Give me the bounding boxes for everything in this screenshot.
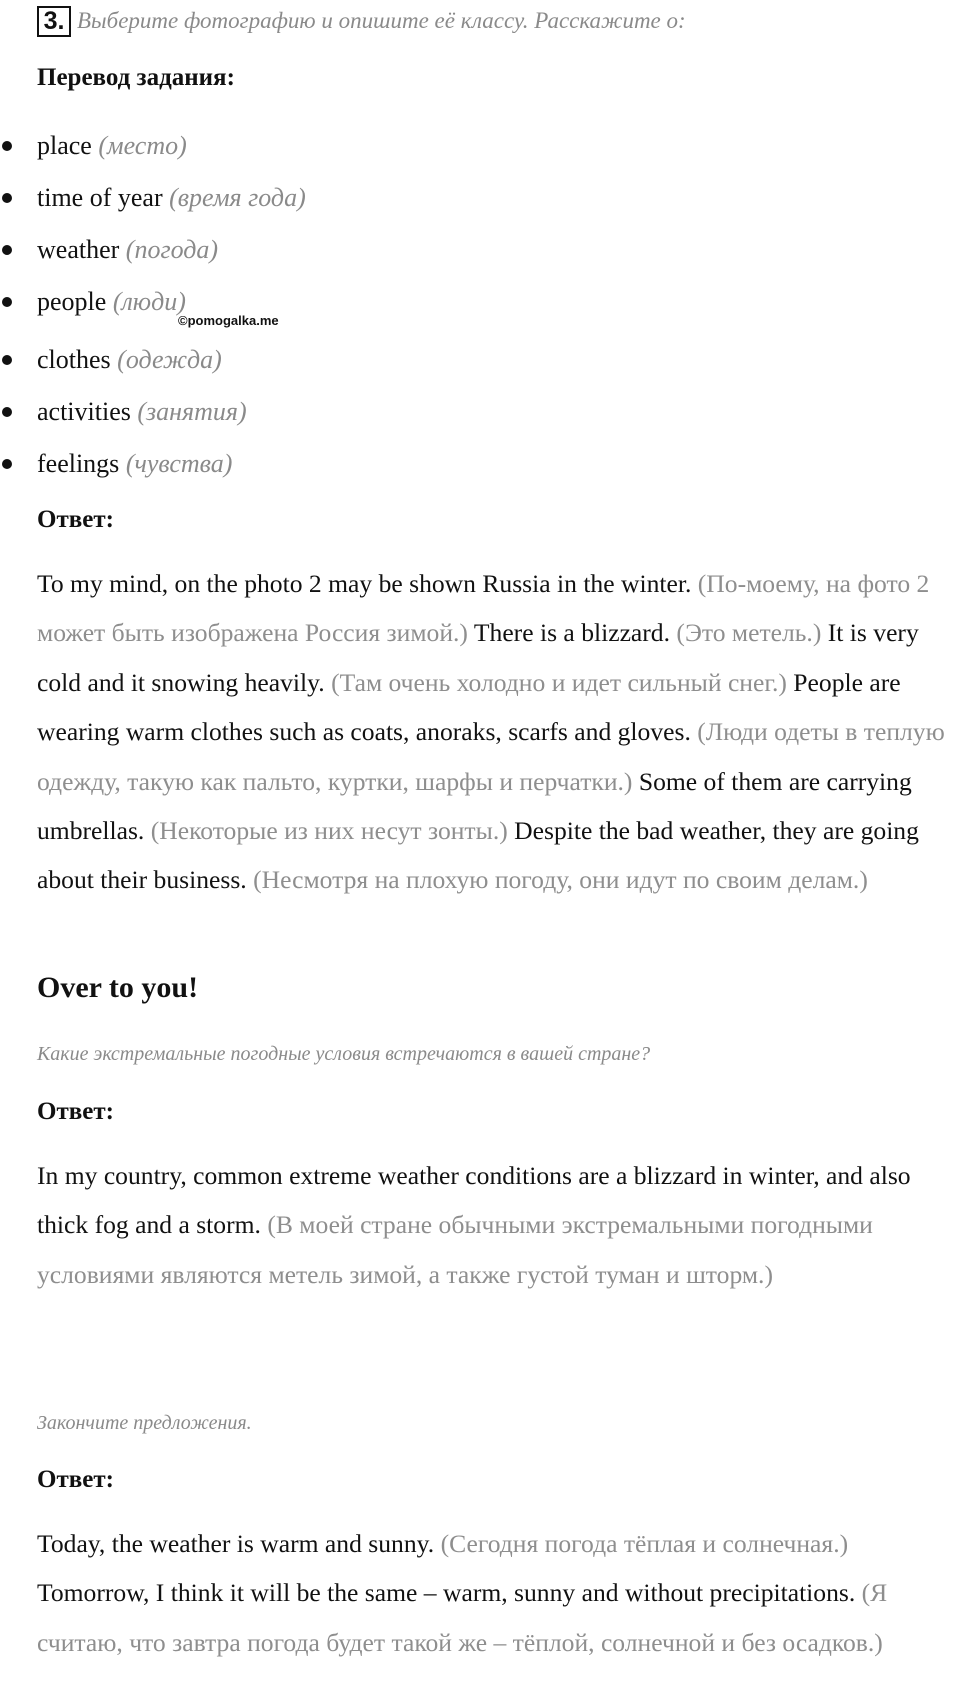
sentence-en: People are wearing warm clothes such as coats, anoraks, scarfs and gloves.: [37, 667, 901, 747]
topic-en: time of year: [37, 183, 163, 212]
sentence-ru: (В моей стране обычными экстремальными погодными условиями являются метель зимой, а также густой туман и шторм.): [37, 1210, 873, 1289]
section-title: Over to you!: [37, 971, 199, 1004]
answer-label: Ответ:: [37, 1466, 114, 1493]
list-item: [0, 386, 306, 438]
task-header: [37, 4, 686, 38]
sentence-en: Today, the weather is warm and sunny.: [37, 1529, 435, 1558]
topic-ru: (занятия): [137, 397, 247, 426]
sentence-en: There is a blizzard.: [473, 618, 671, 648]
sentence-ru: (Люди одеты в теплую одежду, такую как пальто, куртки, шарфы и перчатки.): [37, 717, 945, 796]
bullet-icon: [2, 407, 12, 417]
sentence-en: Despite the bad weather, they are going about their business.: [37, 816, 919, 895]
bullet-icon: [2, 297, 12, 307]
list-item: [0, 334, 306, 386]
topic-ru: (одежда): [117, 345, 222, 374]
topic-en: clothes: [37, 345, 111, 374]
topic-ru: (погода): [125, 235, 219, 264]
sentence-ru: (Сегодня погода тёплая и солнечная.): [440, 1529, 849, 1558]
topic-en: place: [37, 131, 92, 160]
answer-label: Ответ:: [37, 1098, 114, 1125]
bullet-icon: [2, 245, 12, 255]
bullet-icon: [2, 193, 12, 203]
topic-en: feelings: [37, 449, 120, 478]
sentence-ru: (Несмотря на плохую погоду, они идут по своим делам.): [253, 865, 868, 895]
list-item: [0, 438, 306, 490]
topic-ru: (чувства): [125, 449, 233, 478]
sentence-ru: (Там очень холодно и идет сильный снег.): [331, 667, 787, 697]
answer-paragraph-2: [37, 1151, 957, 1299]
topic-en: people: [37, 287, 107, 316]
list-item: [0, 224, 306, 276]
bullet-icon: [2, 355, 12, 365]
list-item: [0, 172, 306, 224]
answer-label: Ответ:: [37, 506, 114, 533]
topic-ru: (время года): [169, 183, 306, 212]
sentence-en: To my mind, on the photo 2 may be shown Russia in the winter.: [37, 569, 692, 598]
sentence-ru: (Это метель.): [676, 618, 822, 648]
sentence-en: It is very cold and it snowing heavily.: [37, 618, 919, 697]
question-text: Закончите предложения.: [37, 1412, 252, 1434]
sentence-en: Tomorrow, I think it will be the same – warm, sunny and without precipitations.: [37, 1578, 856, 1608]
sentence-en: Some of them are carrying umbrellas.: [37, 766, 912, 846]
sentence-ru: (По-моему, на фото 2 может быть изображена Россия зимой.): [37, 569, 930, 648]
topic-ru: (место): [98, 131, 187, 160]
watermark: ©pomogalka.me: [178, 313, 279, 328]
question-text: Какие экстремальные погодные условия встречаются в вашей стране?: [37, 1043, 651, 1065]
topic-en: activities: [37, 397, 131, 426]
topic-list: [0, 120, 306, 490]
sentence-ru: (Я считаю, что завтра погода будет такой же – тёплой, солнечной и без осадков.): [37, 1578, 888, 1657]
bullet-icon: [2, 141, 12, 151]
sentence-en: In my country, common extreme weather conditions are a blizzard in winter, and also thick fog and a storm.: [37, 1161, 911, 1240]
bullet-icon: [2, 459, 12, 469]
topic-ru: (люди): [112, 287, 186, 316]
answer-paragraph-3: [37, 1519, 957, 1667]
translation-heading: Перевод задания:: [37, 64, 235, 91]
answer-paragraph-1: [37, 559, 957, 905]
topic-en: weather: [37, 235, 120, 264]
sentence-ru: (Некоторые из них несут зонты.): [150, 816, 508, 846]
task-number: 3.: [37, 6, 71, 37]
list-item: [0, 120, 306, 172]
task-instruction: Выберите фотографию и опишите её классу. Расскажите о:: [77, 8, 686, 33]
